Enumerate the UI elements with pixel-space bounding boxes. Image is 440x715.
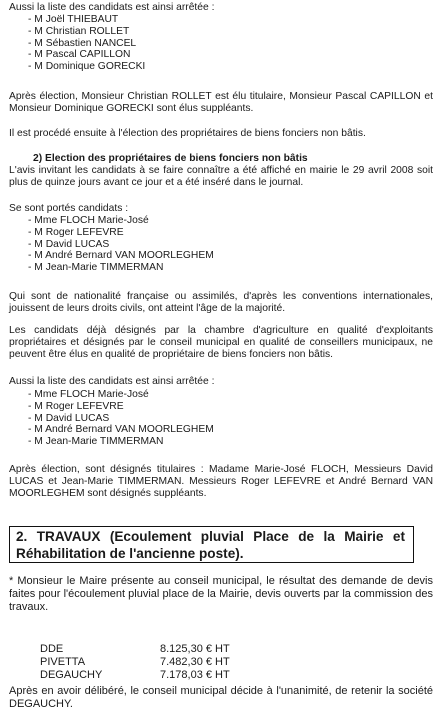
candidates-intro-3: Aussi la liste des candidats est ainsi arrêtée : <box>9 376 215 387</box>
candidates-intro-2: Se sont portés candidats : <box>9 203 129 214</box>
election-result-2: Après élection, sont désignés titulaires : Madame Marie-José FLOCH, Messieurs David LUCAS et Jean-Marie TIMMERMAN. Messieurs Roger LEFEVRE et André Bernard VAN MOORLEGHEM sont désignés suppléants. <box>9 464 433 499</box>
table-row <box>40 669 230 682</box>
section-title-2: 2) Election des propriétaires de biens fonciers non bâtis <box>33 153 308 164</box>
table-row <box>40 643 230 656</box>
section-heading-travaux: 2. TRAVAUX (Ecoulement pluvial Place de la Mairie et Réhabilitation de l'ancienne poste). <box>9 526 414 563</box>
decision-paragraph: Après en avoir délibéré, le conseil municipal décide à l'unanimité, de retenir la société DEGAUCHY. <box>9 685 433 710</box>
company-name: PIVETTA <box>40 656 86 668</box>
quote-amount: 7.482,30 € HT <box>160 656 230 668</box>
candidates-restriction-paragraph: Les candidats déjà désignés par la chambre d'agriculture en qualité d'exploitants propriétaires et désignés par le conseil municipal en qualité de conseillers municipaux, ne peuvent être élus en qualité de propriétaire de biens fonciers non bâtis. <box>9 325 433 360</box>
company-name: DDE <box>40 643 64 655</box>
list-item: - M David LUCAS <box>28 412 110 424</box>
company-name: DEGAUCHY <box>40 669 103 681</box>
avis-paragraph: L'avis invitant les candidats à se faire connaître a été affiché en mairie le 29 avril 2008 soit plus de quinze jours avant ce jour et a été inséré dans le journal. <box>9 165 433 188</box>
election-result-1: Après élection, Monsieur Christian ROLLET est élu titulaire, Monsieur Pascal CAPILLON et Monsieur Dominique GORECKI sont élus suppléants. <box>9 91 433 114</box>
next-election-paragraph: Il est procédé ensuite à l'élection des propriétaires de biens fonciers non bâtis. <box>9 128 366 139</box>
list-item: - M David LUCAS <box>28 238 110 250</box>
list-item: - M Roger LEFEVRE <box>28 400 124 412</box>
candidates-intro-1: Aussi la liste des candidats est ainsi arrêtée : <box>9 2 215 13</box>
candidate-list-2 <box>28 215 214 274</box>
list-item: - M Jean-Marie TIMMERMAN <box>28 436 164 448</box>
list-item: - M Pascal CAPILLON <box>28 49 131 61</box>
list-item: - M André Bernard VAN MOORLEGHEM <box>28 250 214 262</box>
table-row <box>40 656 230 669</box>
candidate-list-3 <box>28 389 214 448</box>
nationality-paragraph: Qui sont de nationalité française ou assimilés, d'après les conventions internationales, jouissent de leurs droits civils, ont atteint l'âge de la majorité. <box>9 291 433 314</box>
list-item: - M André Bernard VAN MOORLEGHEM <box>28 424 214 436</box>
quotes-table <box>40 643 230 682</box>
list-item: - M Christian ROLLET <box>28 25 130 37</box>
list-item: - M Jean-Marie TIMMERMAN <box>28 262 164 274</box>
list-item: - Mme FLOCH Marie-José <box>28 389 149 400</box>
quote-amount: 8.125,30 € HT <box>160 643 230 655</box>
travaux-paragraph: * Monsieur le Maire présente au conseil municipal, le résultat des demande de devis faites pour l'écoulement pluvial place de la Mairie, devis ouverts par la commission des travaux. <box>9 575 433 613</box>
list-item: - M Joël THIEBAUT <box>28 14 119 25</box>
quote-amount: 7.178,03 € HT <box>160 669 230 681</box>
list-item: - M Sébastien NANCEL <box>28 37 137 49</box>
list-item: - M Dominique GORECKI <box>28 61 146 73</box>
list-item: - M Roger LEFEVRE <box>28 226 124 238</box>
candidate-list-1 <box>28 14 145 73</box>
list-item: - Mme FLOCH Marie-José <box>28 215 149 226</box>
